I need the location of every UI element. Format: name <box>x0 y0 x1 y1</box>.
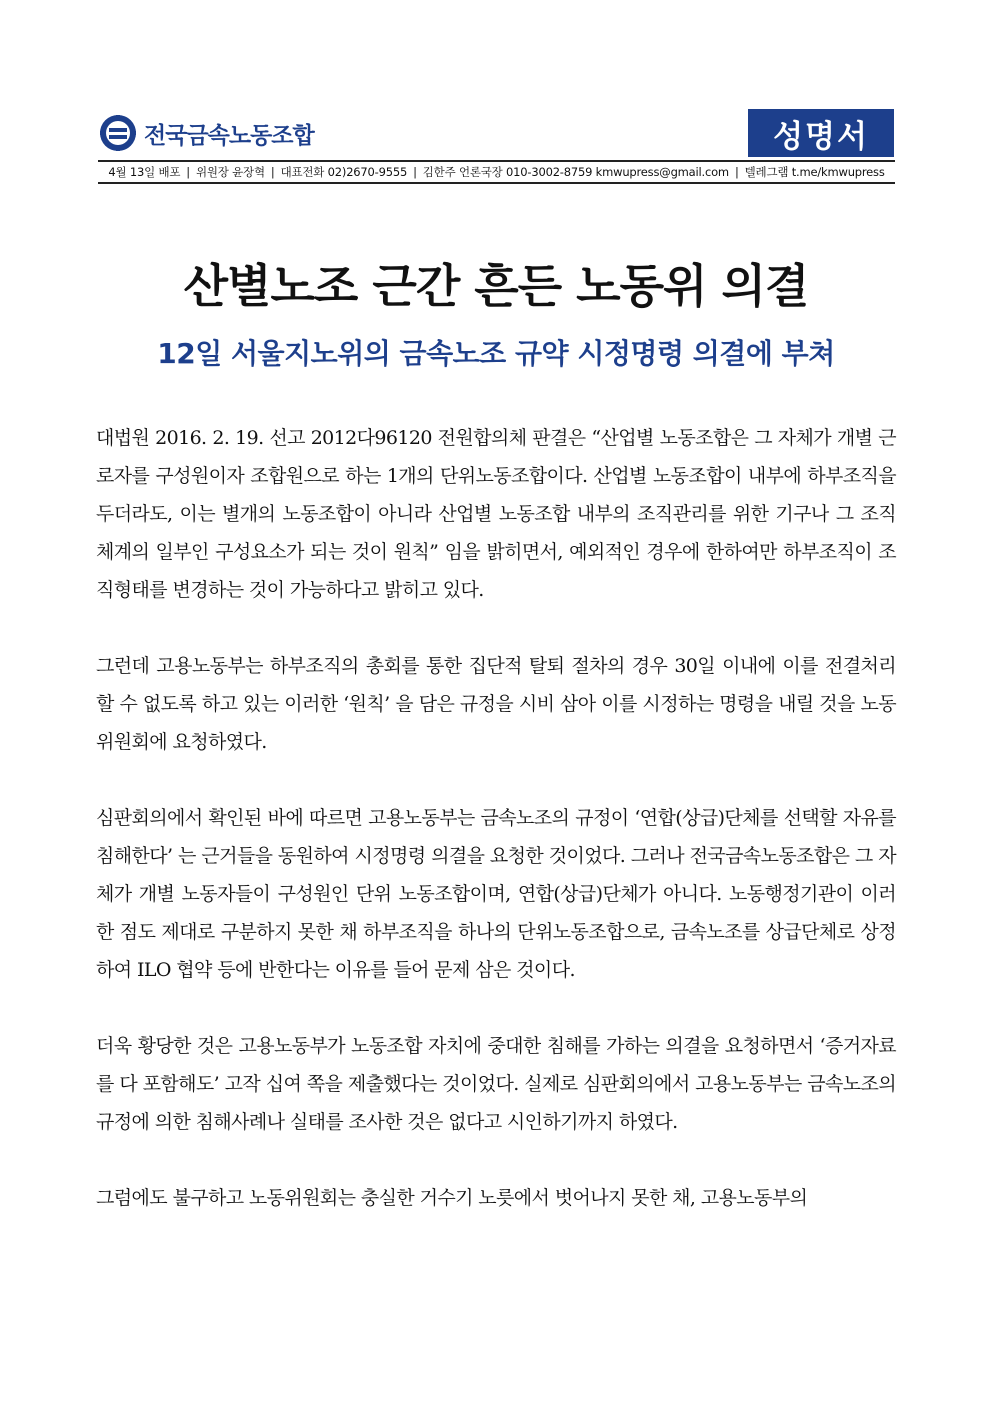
paragraph: 대법원 2016. 2. 19. 선고 2012다96120 전원합의체 판결은 “산업별 노동조합은 그 자체가 개별 근로자를 구성원이자 조합원으로 하는 1개의 단위노동조합이다. 산업별 노동조합이 내부에 하부조직을 두더라도, 이는 별개의 노동조합이 아니라 산업별 노동조합 내부의 조직관리를 위한 기구나 그 조직 체계의 일부인 구성요소가 되는 것이 원칙” 임을 밝히면서, 예외적인 경우에 한하여만 하부조직이 조직형태를 변경하는 것이 가능하다고 밝히고 있다. <box>96 427 896 601</box>
statement-title: 산별노조 근간 흔든 노동위 의결 <box>183 259 809 313</box>
separator: | <box>270 165 275 179</box>
separator: | <box>186 165 190 179</box>
release-date: 4월 13일 배포 <box>108 165 181 179</box>
paragraph: 더욱 황당한 것은 고용노동부가 노동조합 자치에 중대한 침해를 가하는 의결을 요청하면서 ‘증거자료를 다 포함해도’ 고작 십여 쪽을 제출했다는 것이었다. 실제로 심판회의에서 고용노동부는 금속노조의 규정에 의한 침해사례나 실태를 조사한 것은 없다고 시인하기까지 하였다. <box>96 1035 896 1133</box>
main-phone: 대표전화 02)2670-9555 <box>280 165 408 179</box>
paragraph: 그럼에도 불구하고 노동위원회는 충실한 거수기 노릇에서 벗어나지 못한 채, 고용노동부의 <box>96 1187 808 1209</box>
union-logo <box>98 109 338 157</box>
chairman: 위원장 윤장혁 <box>195 165 265 179</box>
separator: | <box>413 165 417 179</box>
paragraph: 그런데 고용노동부는 하부조직의 총회를 통한 집단적 탈퇴 절차의 경우 30일 이내에 이를 전결처리 할 수 없도록 하고 있는 이러한 ‘원칙’ 을 담은 규정을 시비 삼아 이를 시정하는 명령을 내릴 것을 노동위원회에 요청하였다. <box>96 655 896 753</box>
logo-text: 전국금속노동조합 <box>144 122 314 149</box>
contact-info-bar <box>98 160 895 184</box>
statement-subtitle: 12일 서울지노위의 금속노조 규약 시정명령 의결에 부쳐 <box>157 337 835 370</box>
statement-body <box>96 419 896 1255</box>
paragraph: 심판회의에서 확인된 바에 따르면 고용노동부는 금속노조의 규정이 ‘연합(상급)단체를 선택할 자유를 침해한다’ 는 근거들을 동원하여 시정명령 의결을 요청한 것이었다. 그러나 전국금속노동조합은 그 자체가 개별 노동자들이 구성원인 단위 노동조합이며, 연합(상급)단체가 아니다. 노동행정기관이 이러한 점도 제대로 구분하지 못한 채 하부조직을 하나의 단위노동조합으로, 금속노조를 상급단체로 상정하여 ILO 협약 등에 반한다는 이유를 들어 문제 삼은 것이다. <box>96 807 896 981</box>
press-contact: 김한주 언론국장 010-3002-8759 kmwupress@gmail.com <box>422 165 729 179</box>
statement-badge: 성명서 <box>748 109 894 157</box>
separator: | <box>734 165 739 179</box>
telegram-link[interactable]: 텔레그램 t.me/kmwupress <box>744 165 885 179</box>
union-emblem-icon <box>98 113 138 153</box>
